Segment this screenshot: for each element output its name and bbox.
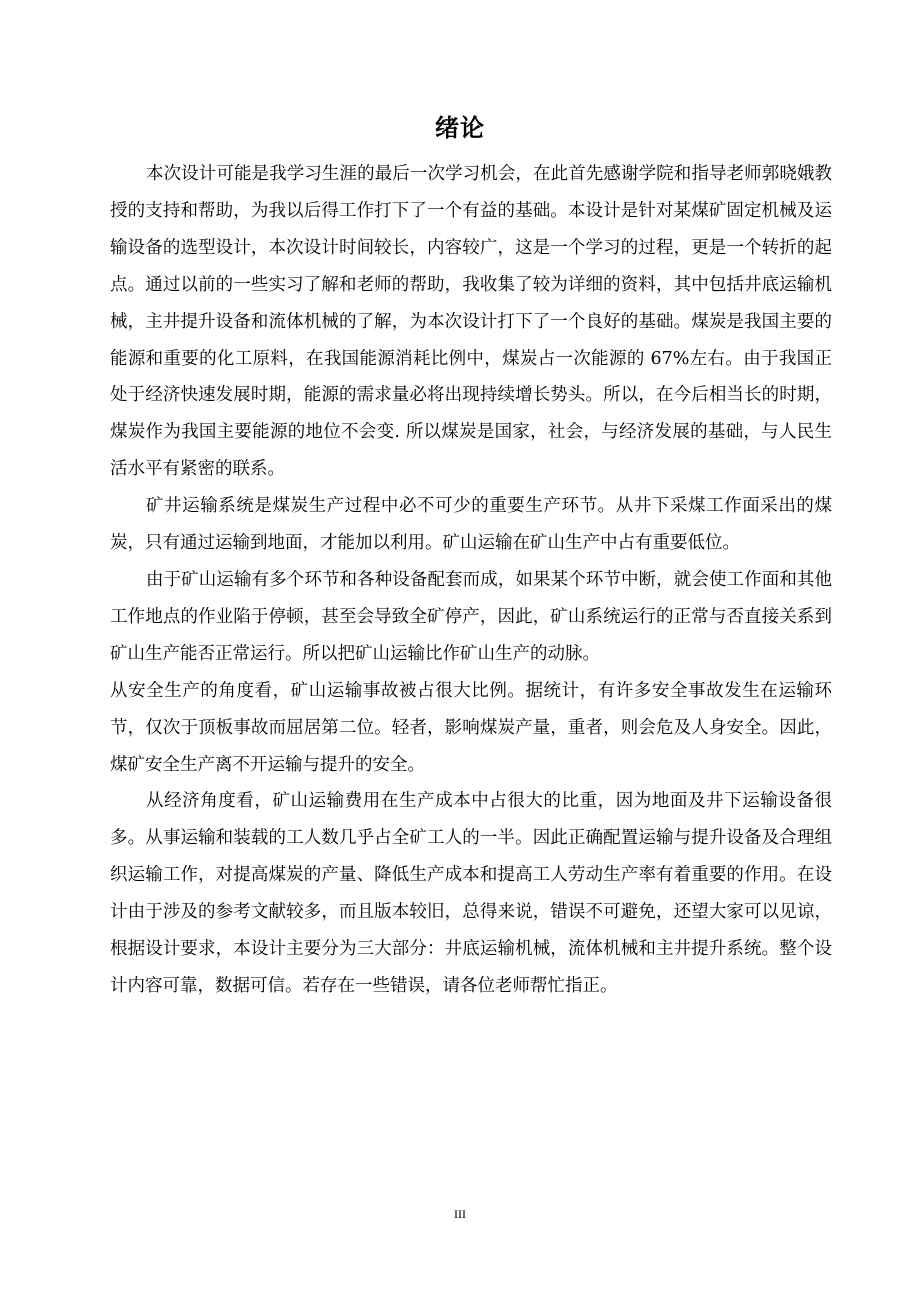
paragraph-intro: 本次设计可能是我学习生涯的最后一次学习机会，在此首先感谢学院和指导老师郭晓娥教授的支持和帮助，为我以后得工作打下了一个有益的基础。本设计是针对某煤矿固定机械及运输设备的选型设计，本次设计时间较长，内容较广，这是一个学习的过程，更是一个转折的起点。通过以前的一些实习了解和老师的帮助，我收集了较为详细的资料，其中包括井底运输机械，主井提升设备和流体机械的了解，为本次设计打下了一个良好的基础。煤炭是我国主要的能源和重要的化工原料，在我国能源消耗比例中，煤炭占一次能源的 67%左右。由于我国正处于经济快速发展时期，能源的需求量必将出现持续增长势头。所以，在今后相当长的时期，煤炭作为我国主要能源的地位不会变. 所以煤炭是国家，社会，与经济发展的基础，与人民生活水平有紧密的联系。 bbox=[110, 164, 832, 480]
paragraph-economy: 从经济角度看，矿山运输费用在生产成本中占很大的比重，因为地面及井下运输设备很多。从事运输和装载的工人数几乎占全矿工人的一半。因此正确配置运输与提升设备及合理组织运输工作，对提高煤炭的产量、降低生产成本和提高工人劳动生产率有着重要的作用。在设计由于涉及的参考文献较多，而且版本较旧，总得来说，错误不可避免，还望大家可以见谅，根据设计要求，本设计主要分为三大部分：井底运输机械，流体机械和主井提升系统。整个设计内容可靠，数据可信。若存在一些错误，请各位老师帮忙指正。 bbox=[110, 791, 832, 996]
paragraph-transport-links: 由于矿山运输有多个环节和各种设备配套而成，如果某个环节中断，就会使工作面和其他工作地点的作业陷于停顿，甚至会导致全矿停产，因此，矿山系统运行的正常与否直接关系到矿山生产能否正常运行。所以把矿山运输比作矿山生产的动脉。 bbox=[110, 569, 832, 664]
paragraph-transport-system: 矿井运输系统是煤炭生产过程中必不可少的重要生产环节。从井下采煤工作面采出的煤炭，只有通过运输到地面，才能加以利用。矿山运输在矿山生产中占有重要低位。 bbox=[110, 496, 832, 554]
paragraph-safety: 从安全生产的角度看，矿山运输事故被占很大比例。据统计，有许多安全事故发生在运输环节，仅次于顶板事故而屈居第二位。轻者，影响煤炭产量，重者，则会危及人身安全。因此，煤矿安全生产离不开运输与提升的安全。 bbox=[110, 680, 832, 775]
page-title: 绪论 bbox=[435, 114, 485, 142]
body-text bbox=[110, 156, 832, 1005]
page-number: III bbox=[454, 1207, 466, 1221]
